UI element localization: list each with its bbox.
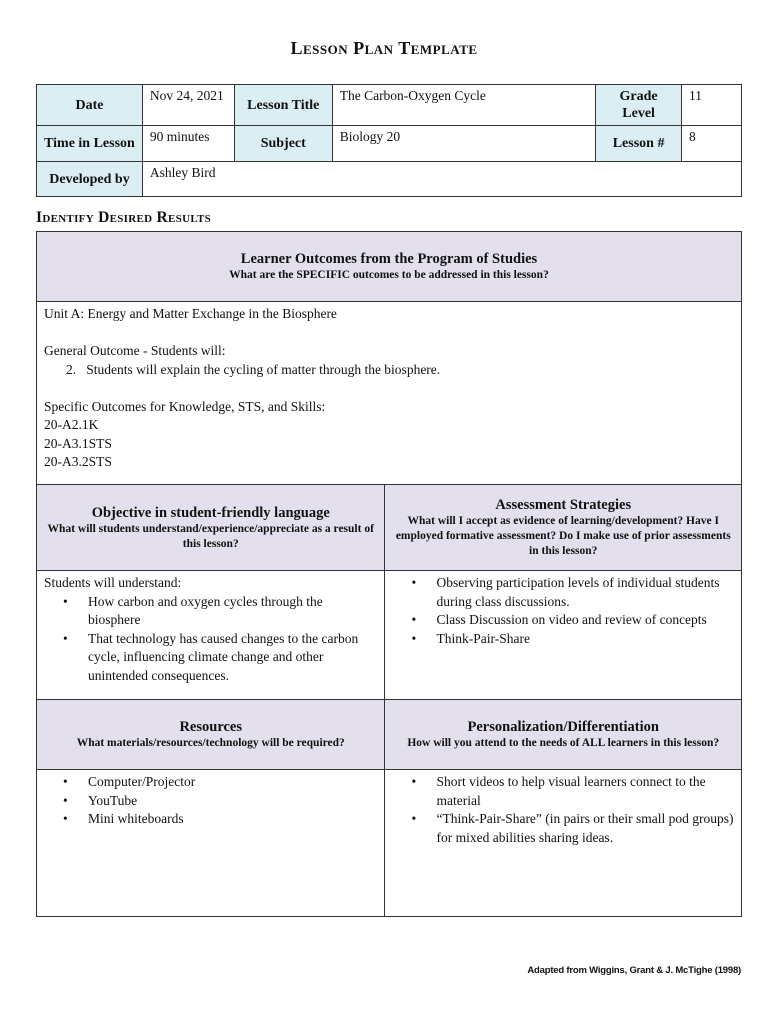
outcomes-header [37, 232, 742, 302]
objective-intro: Students will understand: [44, 575, 182, 590]
lesson-info-table [36, 84, 742, 197]
subject-value: Biology 20 [332, 126, 595, 162]
list-item: • Observing participation levels of individual students during class discussions. [436, 574, 734, 611]
date-label: Date [37, 85, 143, 126]
objective-question: What will students understand/experience/appreciate as a result of this lesson? [47, 522, 374, 550]
resources-header [37, 700, 385, 770]
specific-outcome-code: 20-A2.1K [44, 417, 99, 432]
citation-footer: Adapted from Wiggins, Grant & J. McTighe (1998) [527, 965, 741, 976]
list-item: • “Think-Pair-Share” (in pairs or their small pod groups) for mixed abilities sharing ideas. [436, 810, 734, 847]
time-value: 90 minutes [142, 126, 234, 162]
list-item: • That technology has caused changes to the carbon cycle, influencing climate change and other unintended consequences. [88, 630, 377, 686]
unit-text: Unit A: Energy and Matter Exchange in the Biosphere [44, 306, 337, 321]
outcomes-heading: Learner Outcomes from the Program of Studies [240, 251, 538, 267]
personalization-list [392, 773, 734, 847]
specific-outcome-code: 20-A3.2STS [44, 454, 112, 469]
list-item: • How carbon and oxygen cycles through the biosphere [88, 593, 377, 630]
outcomes-question: What are the SPECIFIC outcomes to be addressed in this lesson? [229, 269, 549, 281]
list-item: • Think-Pair-Share [436, 630, 734, 649]
lesson-number-label: Lesson # [596, 126, 682, 162]
resources-question: What materials/resources/technology will be required? [76, 737, 345, 749]
resources-heading: Resources [179, 719, 243, 735]
general-outcome-heading: General Outcome - Students will: [44, 343, 226, 358]
lesson-title-value: The Carbon-Oxygen Cycle [332, 85, 595, 126]
personalization-body [385, 770, 742, 917]
date-value: Nov 24, 2021 [142, 85, 234, 126]
general-outcome-item [44, 361, 734, 380]
list-item: • YouTube [88, 792, 377, 811]
time-label: Time in Lesson [37, 126, 143, 162]
grade-label: Grade Level [596, 85, 682, 126]
assessment-list [392, 574, 734, 648]
assessment-question: What will I accept as evidence of learning/development? Have I employed formative assessment? Do I make use of prior assessments in this lesson? [395, 515, 731, 557]
list-item: • Class Discussion on video and review of concepts [436, 611, 734, 630]
specific-outcomes-heading: Specific Outcomes for Knowledge, STS, and Skills: [44, 398, 326, 414]
personalization-heading: Personalization/Differentiation [467, 719, 659, 735]
section-heading: Identify Desired Results [36, 209, 212, 226]
objective-list [44, 593, 377, 686]
developed-by-label: Developed by [37, 162, 143, 197]
assessment-header [385, 485, 742, 571]
list-item: • Mini whiteboards [88, 810, 377, 829]
assessment-heading: Assessment Strategies [495, 497, 632, 513]
objective-body [37, 571, 385, 700]
lesson-number-value: 8 [682, 126, 742, 162]
list-item: • Computer/Projector [88, 773, 377, 792]
general-outcome-text: Students will explain the cycling of matter through the biosphere. [86, 361, 441, 377]
assessment-body [385, 571, 742, 700]
personalization-header [385, 700, 742, 770]
desired-results-table [36, 231, 742, 917]
general-outcome-number: 2. [66, 361, 77, 377]
resources-body [37, 770, 385, 917]
subject-label: Subject [234, 126, 332, 162]
resources-list [44, 773, 377, 829]
developed-by-value: Ashley Bird [142, 162, 741, 197]
page-title: Lesson Plan Template [290, 38, 478, 58]
grade-value: 11 [682, 85, 742, 126]
objective-header [37, 485, 385, 571]
lesson-title-label: Lesson Title [234, 85, 332, 126]
personalization-question: How will you attend to the needs of ALL learners in this lesson? [407, 737, 720, 749]
outcomes-body [37, 302, 742, 485]
specific-outcome-code: 20-A3.1STS [44, 435, 112, 451]
list-item: • Short videos to help visual learners connect to the material [436, 773, 734, 810]
objective-heading: Objective in student-friendly language [91, 504, 330, 521]
